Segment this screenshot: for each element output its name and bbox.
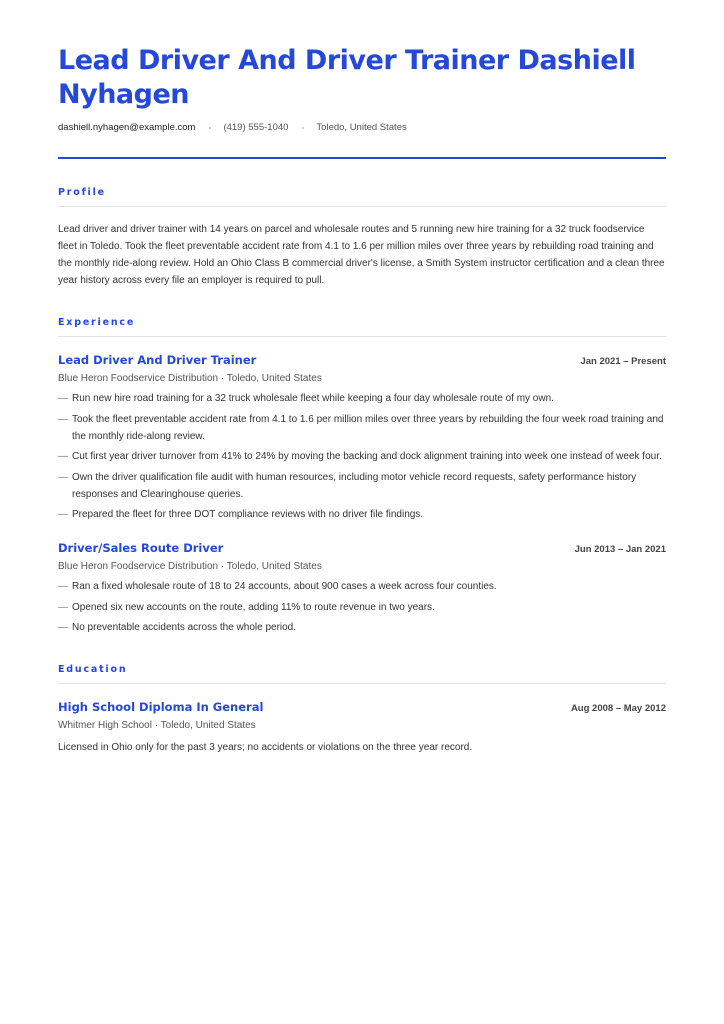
profile-summary: Lead driver and driver trainer with 14 years on parcel and wholesale routes and 5 running new hire training for a 32 truck foodservice fleet in Toledo. Took the fleet preventable accident rate from 4.1 to 1.6 per million miles over three years by rebuilding road training and the monthly ride-along review. Hold an Ohio Class B commercial driver's license, a Smith System instructor certification and a clean three year history across every file an employer is required to pull. [58,224,665,286]
bullet-item [58,578,666,595]
bullet-item [58,469,666,503]
contact-email[interactable]: dashiell.nyhagen@example.com [58,122,196,133]
job-title: Lead Driver And Driver Trainer [58,353,257,367]
dash-icon: — [58,413,68,425]
job-dates: Jan 2021 – Present [580,356,666,367]
dash-icon: — [58,471,68,483]
job-title: Driver/Sales Route Driver [58,541,224,555]
section-divider [58,206,666,207]
education-dates: Aug 2008 – May 2012 [570,703,666,714]
education-note: Licensed in Ohio only for the past 3 years; no accidents or violations on the three year record. [58,742,473,753]
dash-icon: — [58,622,68,633]
job-dates: Jun 2013 – Jan 2021 [574,544,666,555]
header-divider [58,157,666,159]
contact-line [58,122,666,133]
job-header [58,541,666,555]
bullet-text: Cut first year driver turnover from 41% to 24% by moving the backing and dock alignment training into week one instead of week four. [72,451,662,462]
job-bullets [58,390,666,523]
experience-section [58,317,666,636]
job-company: Blue Heron Foodservice Distribution · Toledo, United States [58,373,322,384]
bullet-text: Prepared the fleet for three DOT compliance reviews with no driver file findings. [72,509,424,520]
candidate-name: Lead Driver And Driver Trainer Dashiell Nyhagen [58,45,636,110]
section-title-profile: Profile [58,187,106,198]
bullet-item [58,506,666,523]
job-entry [58,353,666,523]
school-name: Whitmer High School · Toledo, United States [58,720,256,731]
separator-dot [302,127,304,129]
dash-icon: — [58,451,68,462]
bullet-item [58,390,666,407]
dash-icon: — [58,581,68,592]
contact-location: Toledo, United States [316,122,407,133]
degree-title: High School Diploma In General [58,700,264,714]
section-title-experience: Experience [58,317,136,328]
education-entry [58,700,666,756]
bullet-text: Run new hire road training for a 32 truck wholesale fleet while keeping a four day wholesale route of my own. [72,393,554,404]
bullet-item [58,619,666,636]
dash-icon: — [58,601,68,613]
bullet-text: Took the fleet preventable accident rate from 4.1 to 1.6 per million miles over three years by rebuilding the four week road training and the monthly ride-along review. [72,413,664,442]
section-divider [58,336,666,337]
contact-phone[interactable]: (419) 555-1040 [223,122,289,133]
education-header [58,700,666,714]
bullet-text: No preventable accidents across the whole period. [72,622,297,633]
dash-icon: — [58,509,68,520]
separator-dot [209,127,211,129]
education-section [58,664,666,756]
bullet-text: Own the driver qualification file audit with human resources, including motor vehicle record requests, safety performance history responses and Clearinghouse queries. [72,471,637,500]
job-header [58,353,666,367]
job-entry [58,541,666,636]
bullet-item [58,411,666,445]
bullet-item [58,599,666,616]
job-bullets [58,578,666,636]
bullet-text: Ran a fixed wholesale route of 18 to 24 accounts, about 900 cases a week across four counties. [72,581,497,592]
section-divider [58,683,666,684]
profile-section [58,187,666,289]
bullet-item [58,448,666,465]
job-company: Blue Heron Foodservice Distribution · Toledo, United States [58,561,322,572]
dash-icon: — [58,393,68,404]
bullet-text: Opened six new accounts on the route, adding 11% to route revenue in two years. [72,601,435,613]
section-title-education: Education [58,664,128,675]
